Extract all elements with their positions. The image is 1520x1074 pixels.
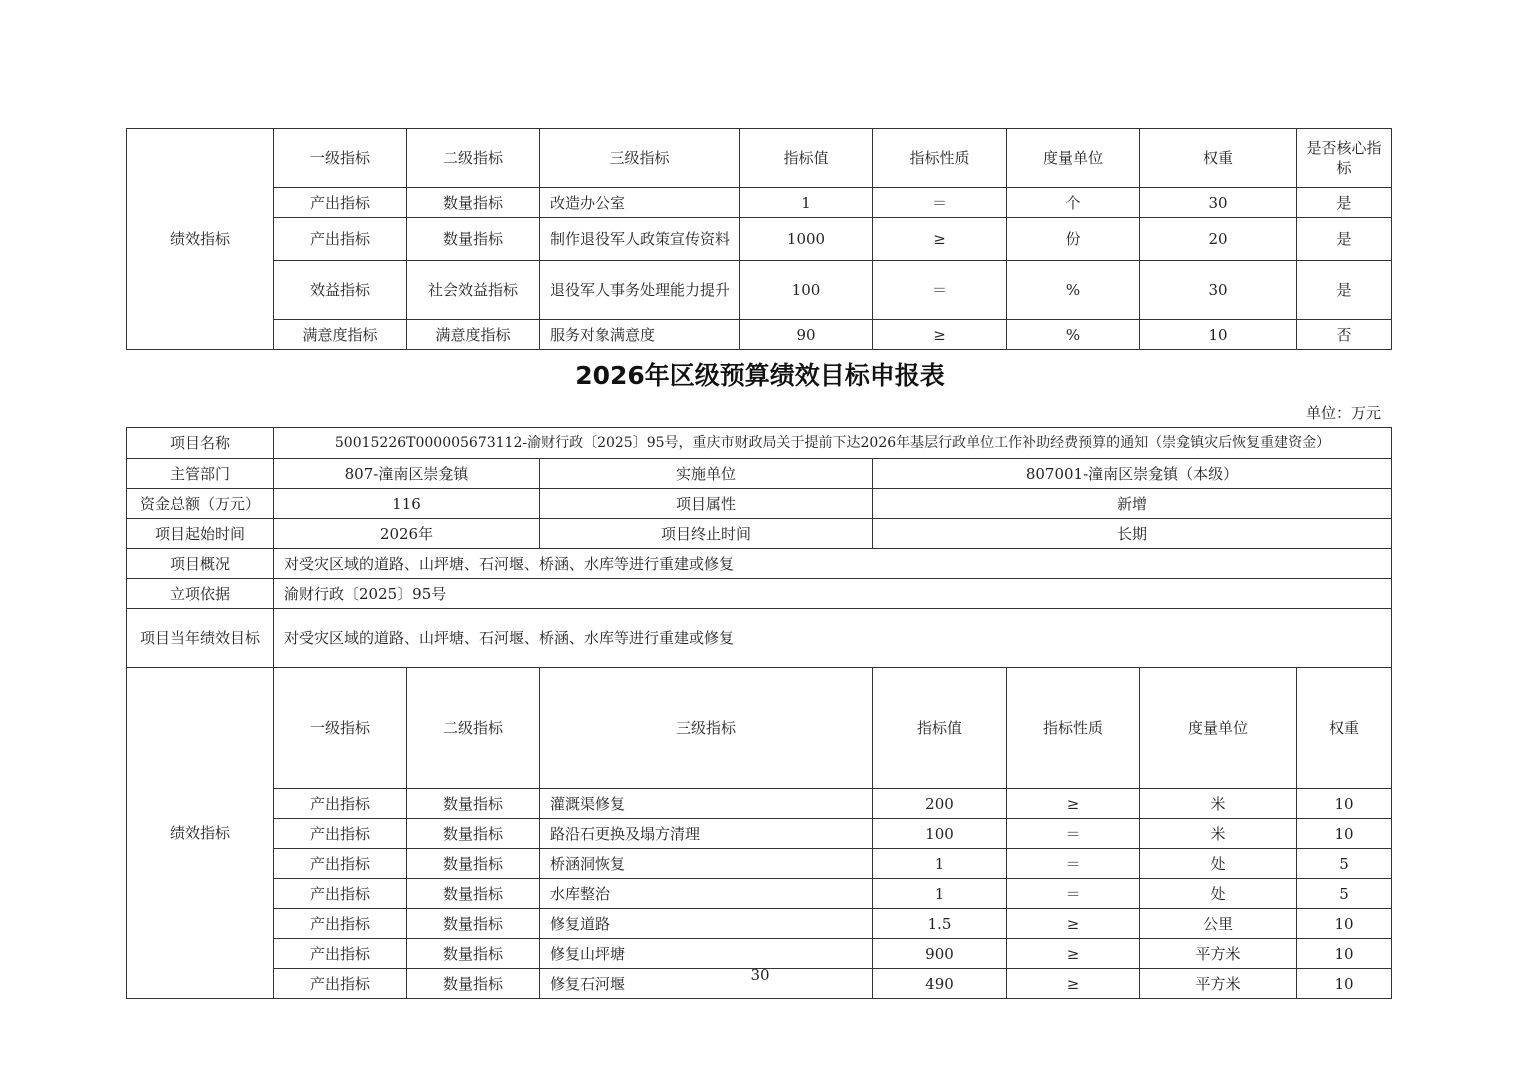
cell: 产出指标 (274, 218, 407, 261)
cell: 900 (873, 939, 1007, 969)
cell: 数量指标 (407, 849, 540, 879)
cell: 数量指标 (407, 188, 540, 218)
impl-label: 实施单位 (540, 459, 873, 489)
page-number: 30 (750, 966, 770, 984)
cell: ≥ (1007, 789, 1140, 819)
cell: 数量指标 (407, 969, 540, 999)
cell: ≥ (1007, 939, 1140, 969)
page-title: 2026年区级预算绩效目标申报表 (575, 361, 945, 390)
start-label: 项目起始时间 (127, 519, 274, 549)
basis-value: 渝财行政〔2025〕95号 (274, 579, 1392, 609)
goal-value: 对受灾区域的道路、山坪塘、石河堰、桥涵、水库等进行重建或修复 (274, 609, 1392, 668)
basis-row (127, 579, 1392, 609)
cell: 份 (1007, 218, 1140, 261)
table-row (127, 261, 1392, 320)
dept-value: 807-潼南区崇龛镇 (274, 459, 540, 489)
cell: 1 (873, 879, 1007, 909)
cell: 产出指标 (274, 849, 407, 879)
fund-label: 资金总额（万元） (127, 489, 274, 519)
cell: % (1007, 261, 1140, 320)
overview-label: 项目概况 (127, 549, 274, 579)
cell: 10 (1297, 939, 1392, 969)
cell: 10 (1297, 819, 1392, 849)
time-row (127, 519, 1392, 549)
project-name-label: 项目名称 (127, 428, 274, 459)
cell: 10 (1140, 320, 1297, 350)
basis-label: 立项依据 (127, 579, 274, 609)
header-nature: 指标性质 (1007, 668, 1140, 789)
header-value: 指标值 (740, 129, 873, 188)
cell: 产出指标 (274, 188, 407, 218)
impl-value: 807001-潼南区崇龛镇（本级） (873, 459, 1392, 489)
overview-value: 对受灾区域的道路、山坪塘、石河堰、桥涵、水库等进行重建或修复 (274, 549, 1392, 579)
cell: 1.5 (873, 909, 1007, 939)
cell: 产出指标 (274, 969, 407, 999)
attr-value: 新增 (873, 489, 1392, 519)
cell: 平方米 (1140, 969, 1297, 999)
dept-row (127, 459, 1392, 489)
cell: 社会效益指标 (407, 261, 540, 320)
cell: 490 (873, 969, 1007, 999)
cell: 产出指标 (274, 789, 407, 819)
table-row (127, 849, 1392, 879)
cell: 修复道路 (540, 909, 873, 939)
goal-label: 项目当年绩效目标 (127, 609, 274, 668)
table-row (127, 879, 1392, 909)
cell: 满意度指标 (274, 320, 407, 350)
cell: ＝ (1007, 849, 1140, 879)
cell: 30 (1140, 188, 1297, 218)
cell: 处 (1140, 849, 1297, 879)
cell: 是 (1297, 261, 1392, 320)
cell: 30 (1140, 261, 1297, 320)
cell: 10 (1297, 789, 1392, 819)
cell: ＝ (873, 261, 1007, 320)
cell: ＝ (1007, 819, 1140, 849)
cell: 水库整治 (540, 879, 873, 909)
header-value: 指标值 (873, 668, 1007, 789)
cell: 效益指标 (274, 261, 407, 320)
cell: ≥ (1007, 969, 1140, 999)
cell: 是 (1297, 188, 1392, 218)
table-row (127, 939, 1392, 969)
end-label: 项目终止时间 (540, 519, 873, 549)
cell: 数量指标 (407, 789, 540, 819)
fund-row (127, 489, 1392, 519)
header-level1: 一级指标 (274, 129, 407, 188)
cell: ≥ (873, 320, 1007, 350)
cell: 服务对象满意度 (540, 320, 740, 350)
indicator-side-label: 绩效指标 (127, 129, 274, 350)
cell: 灌溉渠修复 (540, 789, 873, 819)
cell: 数量指标 (407, 218, 540, 261)
cell: 5 (1297, 879, 1392, 909)
header-weight: 权重 (1297, 668, 1392, 789)
header-level2: 二级指标 (407, 668, 540, 789)
cell: 数量指标 (407, 909, 540, 939)
table-row (127, 909, 1392, 939)
cell: ≥ (1007, 909, 1140, 939)
cell: 1 (873, 849, 1007, 879)
cell: 米 (1140, 789, 1297, 819)
project-name-row (127, 428, 1392, 459)
cell: ＝ (1007, 879, 1140, 909)
cell: 产出指标 (274, 939, 407, 969)
cell: % (1007, 320, 1140, 350)
cell: 产出指标 (274, 819, 407, 849)
cell: 5 (1297, 849, 1392, 879)
cell: 米 (1140, 819, 1297, 849)
cell: 1 (740, 188, 873, 218)
cell: 1000 (740, 218, 873, 261)
cell: 产出指标 (274, 909, 407, 939)
header-core: 是否核心指标 (1297, 129, 1392, 188)
cell: 桥涵洞恢复 (540, 849, 873, 879)
cell: 100 (873, 819, 1007, 849)
header-unit: 度量单位 (1007, 129, 1140, 188)
table-row (127, 188, 1392, 218)
cell: 20 (1140, 218, 1297, 261)
overview-row (127, 549, 1392, 579)
indicator-header-row (127, 668, 1392, 789)
cell: 是 (1297, 218, 1392, 261)
cell: 满意度指标 (407, 320, 540, 350)
cell: 10 (1297, 969, 1392, 999)
goal-row (127, 609, 1392, 668)
cell: 改造办公室 (540, 188, 740, 218)
performance-indicator-table-continued (126, 128, 1392, 350)
cell: 数量指标 (407, 879, 540, 909)
unit-label: 单位：万元 (1305, 404, 1381, 422)
table-row (127, 819, 1392, 849)
cell: ＝ (873, 188, 1007, 218)
project-name-value: 50015226T000005673112-渝财行政〔2025〕95号，重庆市财政局关于提前下达2026年基层行政单位工作补助经费预算的通知（崇龛镇灾后恢复重建资金） (274, 428, 1392, 459)
header-level3: 三级指标 (540, 129, 740, 188)
cell: 100 (740, 261, 873, 320)
cell: 修复山坪塘 (540, 939, 873, 969)
cell: 数量指标 (407, 819, 540, 849)
indicator-side-label: 绩效指标 (127, 668, 274, 999)
cell: 产出指标 (274, 879, 407, 909)
end-value: 长期 (873, 519, 1392, 549)
cell: 数量指标 (407, 939, 540, 969)
fund-value: 116 (274, 489, 540, 519)
budget-declaration-table (126, 427, 1392, 999)
table-row (127, 789, 1392, 819)
header-level3: 三级指标 (540, 668, 873, 789)
cell: 否 (1297, 320, 1392, 350)
table-row (127, 320, 1392, 350)
header-unit: 度量单位 (1140, 668, 1297, 789)
cell: 处 (1140, 879, 1297, 909)
cell: 制作退役军人政策宣传资料 (540, 218, 740, 261)
attr-label: 项目属性 (540, 489, 873, 519)
cell: 修复石河堰 (540, 969, 873, 999)
header-level1: 一级指标 (274, 668, 407, 789)
cell: 200 (873, 789, 1007, 819)
header-level2: 二级指标 (407, 129, 540, 188)
cell: 10 (1297, 909, 1392, 939)
cell: 路沿石更换及塌方清理 (540, 819, 873, 849)
cell: 个 (1007, 188, 1140, 218)
cell: 公里 (1140, 909, 1297, 939)
start-value: 2026年 (274, 519, 540, 549)
header-nature: 指标性质 (873, 129, 1007, 188)
dept-label: 主管部门 (127, 459, 274, 489)
cell: 90 (740, 320, 873, 350)
cell: 平方米 (1140, 939, 1297, 969)
cell: 退役军人事务处理能力提升 (540, 261, 740, 320)
header-weight: 权重 (1140, 129, 1297, 188)
cell: ≥ (873, 218, 1007, 261)
table-row (127, 218, 1392, 261)
